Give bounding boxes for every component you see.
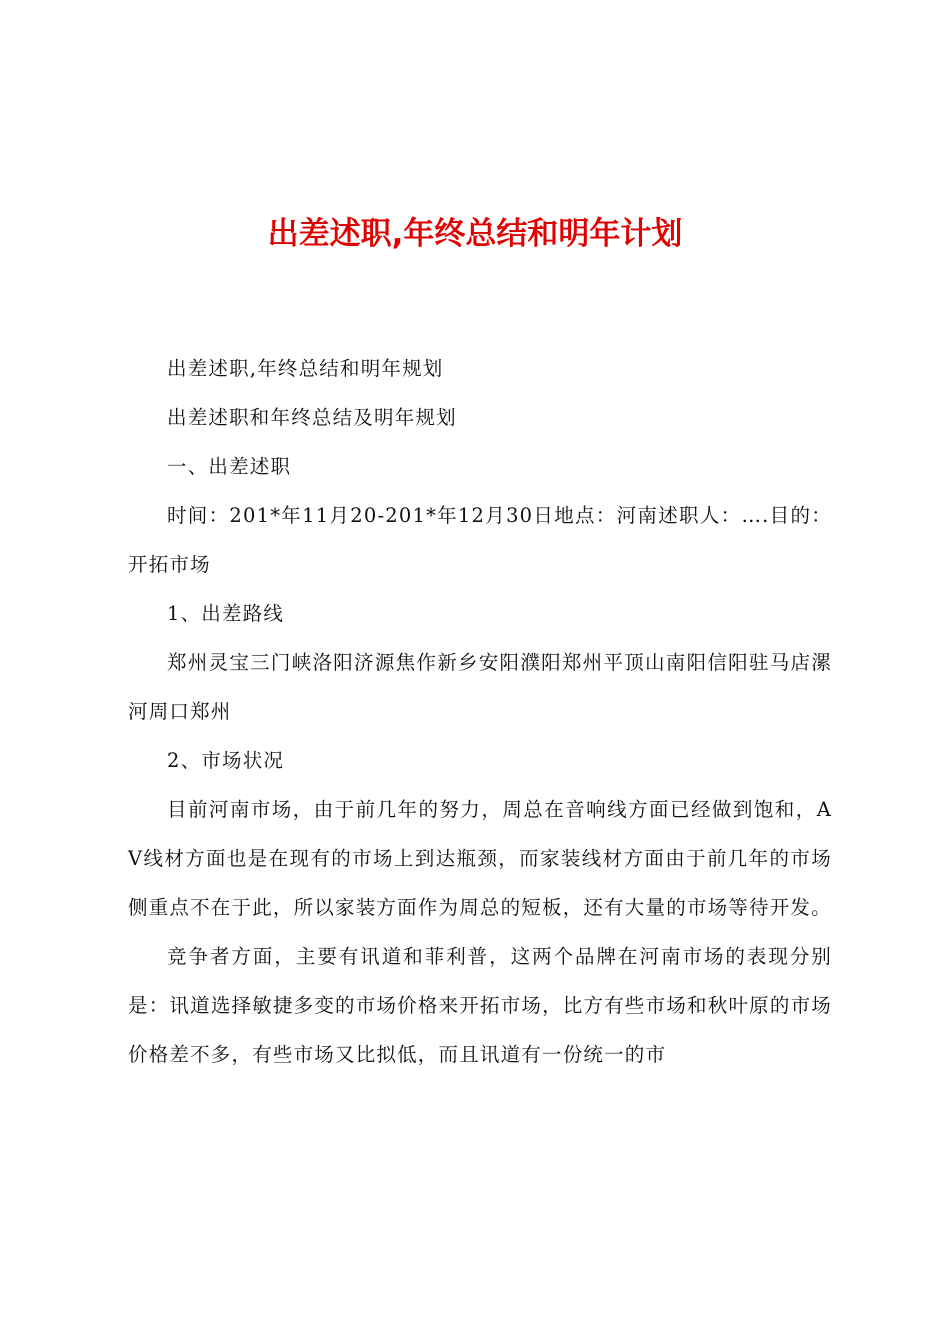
section-heading-travel-report: 一、出差述职	[167, 455, 292, 478]
subsection-heading-market: 2、市场状况	[167, 749, 285, 772]
paragraph-route: 郑州灵宝三门峡洛阳济源焦作新乡安阳濮阳郑州平顶山南阳信阳驻马店漯河周口郑州	[128, 651, 832, 723]
paragraph-time-location: 时间：201*年11月20-201*年12月30日地点：河南述职人：….目的：开拓市场	[128, 504, 832, 576]
document-body	[128, 344, 832, 1079]
paragraph-market-status: 目前河南市场，由于前几年的努力，周总在音响线方面已经做到饱和，AV线材方面也是在现有的市场上到达瓶颈，而家装线材方面由于前几年的市场侧重点不在于此，所以家装方面作为周总的短板，还有大量的市场等待开发。	[128, 798, 832, 919]
paragraph-subtitle-2: 出差述职和年终总结及明年规划	[167, 406, 457, 429]
document-title: 出差述职,年终总结和明年计划	[267, 216, 683, 252]
paragraph-subtitle-1: 出差述职,年终总结和明年规划	[167, 357, 444, 380]
paragraph-competitors: 竞争者方面，主要有讯道和菲利普，这两个品牌在河南市场的表现分别是：讯道选择敏捷多变的市场价格来开拓市场，比方有些市场和秋叶原的市场价格差不多，有些市场又比拟低，而且讯道有一份统一的市	[128, 945, 832, 1066]
subsection-heading-route: 1、出差路线	[167, 602, 285, 625]
